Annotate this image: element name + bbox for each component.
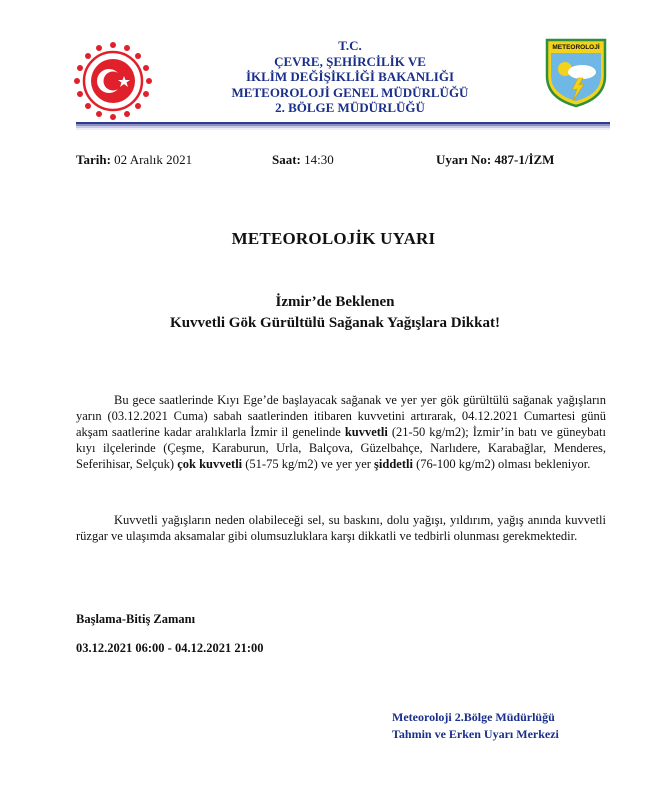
header-line: 2. BÖLGE MÜDÜRLÜĞÜ (275, 100, 425, 115)
ministry-emblem-icon (72, 40, 154, 122)
warning-number-field (436, 152, 554, 168)
warning-number-label: Uyarı No: (436, 152, 492, 167)
header-line: ÇEVRE, ŞEHİRCİLİK VE (274, 53, 426, 69)
header-line: T.C. (338, 38, 362, 53)
period-label: Başlama-Bitiş Zamanı (76, 612, 196, 626)
paragraph-text: (51-75 kg/m2) ve yer yer (245, 457, 371, 471)
page-title: METEOROLOJİK UYARI (231, 229, 436, 248)
signature (392, 709, 559, 743)
ministry-header (160, 38, 540, 116)
header-line: METEOROLOJİ GENEL MÜDÜRLÜĞÜ (231, 84, 469, 100)
period-value: 03.12.2021 06:00 - 04.12.2021 21:00 (76, 641, 264, 655)
time-field (272, 152, 334, 168)
logo-text: METEOROLOJİ (552, 44, 600, 51)
header-divider (76, 122, 610, 130)
warning-paragraph (76, 392, 606, 472)
signature-line: Meteoroloji 2.Bölge Müdürlüğü (392, 710, 555, 724)
intensity-severe: şiddetli (374, 457, 413, 471)
paragraph-text: Kuvvetli yağışların neden olabileceği sel, su baskını, dolu yağışı, yıldırım, yağış anında kuvvetli rüzgar ve ulaşımda aksamalar gibi olumsuzluklara karşı dikkatli ve tedbirli olunması gerekmektedir. (76, 513, 606, 543)
paragraph-text: (76-100 kg/m2) olması bekleniyor. (416, 457, 591, 471)
date-label: Tarih: (76, 152, 111, 167)
paragraph-text: Bu gece saatlerinde Kıyı Ege’de başlayacak sağanak ve yer yer gök gürültülü sağanak yağışların yarın (03.12.2021 Cuma) sabah saatlerinden itibaren kuvvetini artırarak, 04.12.2021 Cumartesi günü akşam saatlerine kadar aralıklarla İzmir il genelinde (76, 393, 606, 439)
intensity-strong: kuvvetli (344, 425, 388, 439)
date-field (76, 152, 192, 168)
headline-line: İzmir’de Beklenen (275, 294, 395, 310)
header-line: İKLİM DEĞİŞİKLİĞİ BAKANLIĞI (245, 69, 455, 84)
time-value: 14:30 (304, 152, 334, 167)
caution-paragraph (76, 512, 606, 544)
date-value: 02 Aralık 2021 (114, 152, 193, 167)
signature-line: Tahmin ve Erken Uyarı Merkezi (392, 727, 559, 741)
headline (60, 292, 610, 334)
warning-number-value: 487-1/İZM (494, 152, 555, 167)
intensity-very-strong: çok kuvvetli (177, 457, 243, 471)
time-label: Saat: (272, 152, 301, 167)
meteorology-logo-icon (545, 38, 607, 108)
paragraph-text: (21-50 kg/m2); İzmir’in batı ve güneybatı kıyı ilçelerinde (Çeşme, Karaburun, Urla, Balçova, Güzelbahçe, Narlıdere, Karabağlar, Menderes, Seferihisar, Selçuk) (76, 425, 606, 471)
headline-line: Kuvvetli Gök Gürültülü Sağanak Yağışlara Dikkat! (170, 315, 500, 331)
